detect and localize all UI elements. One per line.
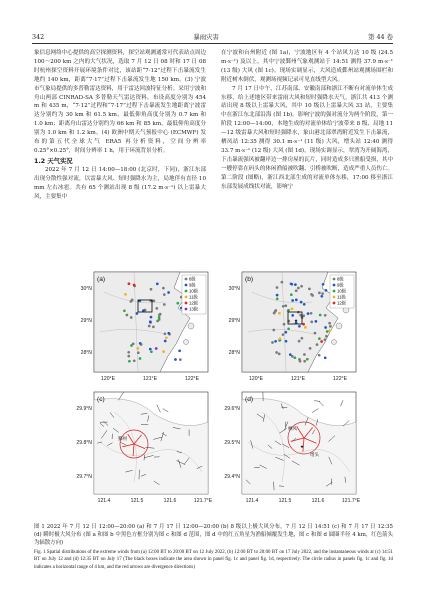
station-point <box>318 292 321 295</box>
station-point <box>316 343 319 346</box>
page-number: 342 <box>32 33 45 41</box>
station-point <box>130 344 133 347</box>
x-tick-label: 122°E <box>333 376 347 382</box>
station-point <box>295 299 298 302</box>
station-point <box>324 356 327 359</box>
figure-caption-zh: 图 1 2022 年 7 月 12 日 12:00—20:00 (a) 和 7 月 17 日 12:00—20:00 (b) 8 级以上极大风分布，7 月 12 日 14:51 (c) 和 7 月 17 日 12:35 (d) 瞬时极大风分布 (图 a 和图 b 中黑色方框分别为图 c 和图 d 范围，图 d 中的红五角星为渔船倾覆发生地，图 c 和图 d 圆圈半径 4 km，红色箭头为辐散方向) <box>34 524 393 547</box>
station-point <box>276 286 279 289</box>
station-point <box>176 302 179 305</box>
station-point <box>320 295 323 298</box>
legend-marker <box>333 296 336 299</box>
y-tick-label: 29.7°N <box>76 474 92 480</box>
station-point <box>281 281 284 284</box>
station-point <box>139 357 142 360</box>
station-point <box>298 325 301 328</box>
station-point <box>300 285 303 288</box>
island <box>332 340 337 345</box>
station-point <box>163 303 166 306</box>
figure-caption-en: Fig. 1 Spatial distributions of the extreme winds from (a) 12:00 BT to 20:00 BT on 12 July 2022, (b) 12:00 BT to 20:00 BT on 17 July 2022, and the instantaneous winds at (c) 14:51 BT on July 12 and (d) 12:35 BT on July 17 (The black boxes indicate the area shown in panel fig. 1c and panel fig. 1d, respectively. The circle radius in panels fig. 1c and fig. 1d indicates a horizontal range of 4 km, and the red arrows are divergence directions) <box>34 550 393 570</box>
station-point <box>299 360 302 363</box>
station-point <box>282 333 285 336</box>
station-point <box>322 283 325 286</box>
station-point <box>308 288 311 291</box>
figure-1 <box>72 268 362 508</box>
station-point <box>311 294 314 297</box>
station-point <box>142 309 145 312</box>
station-point <box>163 293 166 296</box>
legend-marker <box>185 302 188 305</box>
y-tick-label: 28°N <box>80 350 92 356</box>
station-point <box>149 348 152 351</box>
station-point <box>325 335 328 338</box>
panel-c <box>72 388 212 508</box>
station-point <box>294 356 297 359</box>
station-point <box>127 351 130 354</box>
station-point <box>136 312 139 315</box>
station-point <box>139 342 142 345</box>
x-tick-label: 121.5 <box>278 498 292 504</box>
station-point <box>136 347 139 350</box>
station-point <box>324 326 327 329</box>
legend-marker <box>185 308 188 311</box>
legend-marker <box>333 302 336 305</box>
station-point <box>159 313 162 316</box>
station-point <box>162 287 165 290</box>
panel-label: (b) <box>245 276 254 283</box>
y-tick-label: 29°N <box>80 318 92 324</box>
station-point <box>124 293 127 296</box>
station-point <box>150 350 153 353</box>
station-point <box>290 293 293 296</box>
x-tick-label: 120°E <box>249 376 263 382</box>
station-point <box>128 282 131 285</box>
island <box>336 323 342 329</box>
x-tick-label: 121.6 <box>163 498 177 504</box>
legend-marker <box>185 284 188 287</box>
station-point <box>301 337 304 340</box>
station-point <box>133 284 136 287</box>
station-point <box>309 347 312 350</box>
station-point <box>304 326 307 329</box>
x-tick-label: 122°E <box>185 376 199 382</box>
station-point <box>158 318 161 321</box>
legend-marker <box>333 290 336 293</box>
station-point <box>152 326 155 329</box>
station-point <box>279 337 282 340</box>
legend-label: 10级 <box>337 288 347 294</box>
station-point <box>271 341 274 344</box>
station-point <box>276 297 279 300</box>
station-point <box>320 340 323 343</box>
station-point <box>150 288 153 291</box>
station-point <box>131 299 134 302</box>
station-point <box>291 307 294 310</box>
section-heading: 1.2 天气实况 <box>34 157 73 165</box>
station-point <box>178 349 181 352</box>
y-tick-label: 29°N <box>228 318 240 324</box>
island <box>188 323 194 329</box>
x-tick-label: 121.4 <box>245 498 259 504</box>
station-point <box>321 292 324 295</box>
x-tick-label: 121°E <box>143 376 157 382</box>
station-point <box>285 340 288 343</box>
paragraph: 象信息网络中心提供的高空探测资料，探空站观测通常可代表站点周边 100～200 km 之内的大气状况，选取 7 月 12 日 08 时和 17 日 08 时杭州探空资料开展环境条件对比，该站距“7·12”过程下击暴流发生地约 140 km，距离“7·17”过程下击暴流发生地 150 km。(3) 宁波市气象局提供的多普勒雷达资料，用于雷达回波特征分析。采用宁波和舟山两部 CINRAD-SA 多普勒天气雷达资料，布设高度分别为 454 m 和 435 m，“7·12”过程和“7·17”过程下击暴流发生地距离宁波雷达分别约为 30 km 和 61.5 km，最低仰角高度分别为 0.7 km 和 1.0 km；距离舟山雷达分别约为 66 km 和 85 km，最低仰角高度分别为 1.0 km 和 1.2 km。(4) 欧洲中期天气预报中心 (ECMWF) 发布的第五代全球大气 ERA5 再分析资料，空间分辨率 0.25°×0.25°，时间分辨率 1 h，用于环流背景分析。 <box>34 50 206 154</box>
station-point <box>155 307 158 310</box>
station-point <box>291 355 294 358</box>
station-point <box>167 332 170 335</box>
capsize-star: ★ <box>300 445 305 450</box>
legend-marker <box>185 278 188 281</box>
station-point <box>324 338 327 341</box>
x-tick-label: 121.4 <box>97 498 111 504</box>
panel-b <box>220 268 360 386</box>
station-point <box>300 301 303 304</box>
station-point <box>294 283 297 286</box>
station-point <box>179 358 182 361</box>
station-label: 栖凤 <box>288 427 297 432</box>
station-point <box>133 359 136 362</box>
capsize-star: ★ <box>294 319 299 324</box>
legend-marker <box>333 284 336 287</box>
station-point <box>290 283 293 286</box>
station-point <box>126 314 129 317</box>
volume-number: 第 44 卷 <box>368 33 393 41</box>
y-tick-label: 29.6°N <box>224 406 240 412</box>
legend-label: 9级 <box>337 282 344 288</box>
y-tick-label: 29.4°N <box>224 474 240 480</box>
y-tick-label: 30°N <box>80 286 92 292</box>
station-point <box>314 332 317 335</box>
panel-c-map <box>72 388 212 508</box>
left-column <box>34 49 206 202</box>
legend-label: 12级 <box>337 300 347 306</box>
panel-a <box>72 268 212 386</box>
panel-b-map <box>220 268 360 386</box>
station-point <box>150 316 153 319</box>
y-tick-label: 29.9°N <box>76 406 92 412</box>
legend-label: 10级 <box>189 288 199 294</box>
legend-label: 11级 <box>337 294 346 300</box>
station-point <box>164 340 167 343</box>
x-tick-label: 121°E <box>291 376 305 382</box>
station-point <box>165 336 168 339</box>
station-point <box>148 325 151 328</box>
station-point <box>298 340 301 343</box>
station-point <box>291 314 294 317</box>
station-point <box>287 309 290 312</box>
station-point <box>278 353 281 356</box>
header-rule <box>32 43 393 44</box>
x-tick-label: 121.7°E <box>193 498 212 504</box>
panel-d-map <box>220 388 360 508</box>
station-point <box>319 314 322 317</box>
legend-label: 13级 <box>189 306 199 312</box>
station-point <box>318 354 321 357</box>
legend-label: 11级 <box>189 294 198 300</box>
station-point <box>315 320 318 323</box>
station-point <box>291 299 294 302</box>
station-point <box>329 325 332 328</box>
panel-label: (d) <box>245 396 254 403</box>
station-point <box>123 309 126 312</box>
station-point <box>275 351 278 354</box>
station-point <box>284 331 287 334</box>
station-point <box>128 360 131 363</box>
station-point <box>149 320 152 323</box>
station-point <box>162 350 165 353</box>
station-point <box>325 289 328 292</box>
running-header <box>32 27 393 41</box>
station-point <box>155 347 158 350</box>
station-point <box>303 353 306 356</box>
legend-label: 8级 <box>337 276 344 282</box>
panel-d <box>220 388 360 508</box>
legend-marker <box>185 290 188 293</box>
station-point <box>272 329 275 332</box>
station-point <box>273 312 276 315</box>
station-point <box>130 316 133 319</box>
station-point <box>283 323 286 326</box>
station-point <box>303 303 306 306</box>
station-point <box>310 312 313 315</box>
station-point <box>295 289 298 292</box>
station-point <box>324 314 327 317</box>
station-point <box>328 329 331 332</box>
journal-name: 暴雨灾害 <box>193 33 219 41</box>
station-point <box>303 360 306 363</box>
station-point <box>278 312 281 315</box>
station-point <box>306 358 309 361</box>
station-point <box>287 327 290 330</box>
station-point <box>156 283 159 286</box>
station-point <box>127 355 130 358</box>
station-point <box>318 337 321 340</box>
station-point <box>307 312 310 315</box>
station-label: 鄞州 <box>118 437 127 442</box>
station-point <box>297 287 300 290</box>
legend-marker <box>333 278 336 281</box>
legend-label: 12级 <box>189 300 199 306</box>
station-point <box>276 294 279 297</box>
paragraph: 在宁波和台州附近 (图 1a)，宁波地区有 4 个站风力达 10 级 (24.5 m·s⁻¹) 及以上，其中宁波鄞州气象观测站于 14:51 测得 37.9 m·s⁻¹ (13 级) 大风 (图 1c)。现场实调显示，大风造成鄞州站观测场围栏和附近树木倒伏，观测场视频记录可见直线型大风。 <box>221 50 393 83</box>
station-point <box>310 321 313 324</box>
panel-a-map <box>72 268 212 386</box>
station-point <box>282 305 285 308</box>
legend-marker <box>185 296 188 299</box>
station-point <box>174 358 177 361</box>
y-tick-label: 28°N <box>228 350 240 356</box>
panel-label: (c) <box>97 396 105 403</box>
y-tick-label: 30°N <box>228 286 240 292</box>
right-column <box>221 49 393 192</box>
station-point <box>284 304 287 307</box>
y-tick-label: 29.5°N <box>224 440 240 446</box>
x-tick-label: 120°E <box>101 376 115 382</box>
station-point <box>328 322 331 325</box>
x-tick-label: 121.7°E <box>341 498 360 504</box>
station-point <box>274 340 277 343</box>
station-point <box>137 351 140 354</box>
x-tick-label: 121.5 <box>130 498 144 504</box>
station-point <box>326 330 329 333</box>
y-tick-label: 29.8°N <box>76 440 92 446</box>
legend-label: 8级 <box>189 276 196 282</box>
paragraph: 7 月 17 日中午，江苏南部、安徽南部和浙江不断有对流单体生成东移，给上述地区带来雷雨大风和短时强降水天气。浙江共 413 个测站出现 8 级以上雷暴大风，其中 10 级以上雷暴大风 33 站，主要集中在浙江东北部沿海 (图 1b)。影响宁波的强对流分为两个阶段，第一阶段 12:00—14:00，本地生成的对流单体给宁波带来 8 级、局地 11—12 级雷暴大风和短时强降水，象山港北部翠湾附近发生下击暴流，栖凤站 12:35 测得 30.1 m·s⁻¹ (11 级) 大风，增头站 12:40 测得 33.7 m·s⁻¹ (12 级) 大风 (图 1d)。现场实调显示，翠湾为开阔海湾，下击暴流强风被翻岸边一排房屋的瓦片，同时造成多只渔船受损，其中一艘停靠在码头的体闲渔船被吹翻、引桥被吹断，造成严重人员伤亡。第二阶段 (图略)，浙江西北部生成的对流单体东移，17:00 移至浙江东部发展成线状对流，影响宁 <box>221 85 393 190</box>
station-label: 增头 <box>310 453 319 458</box>
legend-label: 9级 <box>189 282 196 288</box>
panel-label: (a) <box>97 276 106 283</box>
station-point <box>167 291 170 294</box>
paragraph: 2022 年 7 月 12 日 14:00—18:00 (北京时，下同)，浙江东部出现分散性强对流，以雷暴大风、短时强降水为主，局地伴有直径 10 mm 左右冰雹。共有 65 个测站出现 8 级 (17.2 m·s⁻¹) 以上雷暴大风，主要集中 <box>34 166 206 200</box>
island <box>184 340 189 345</box>
station-point <box>289 353 292 356</box>
station-point <box>164 332 167 335</box>
x-tick-label: 121.6 <box>311 498 325 504</box>
station-point <box>302 323 305 326</box>
